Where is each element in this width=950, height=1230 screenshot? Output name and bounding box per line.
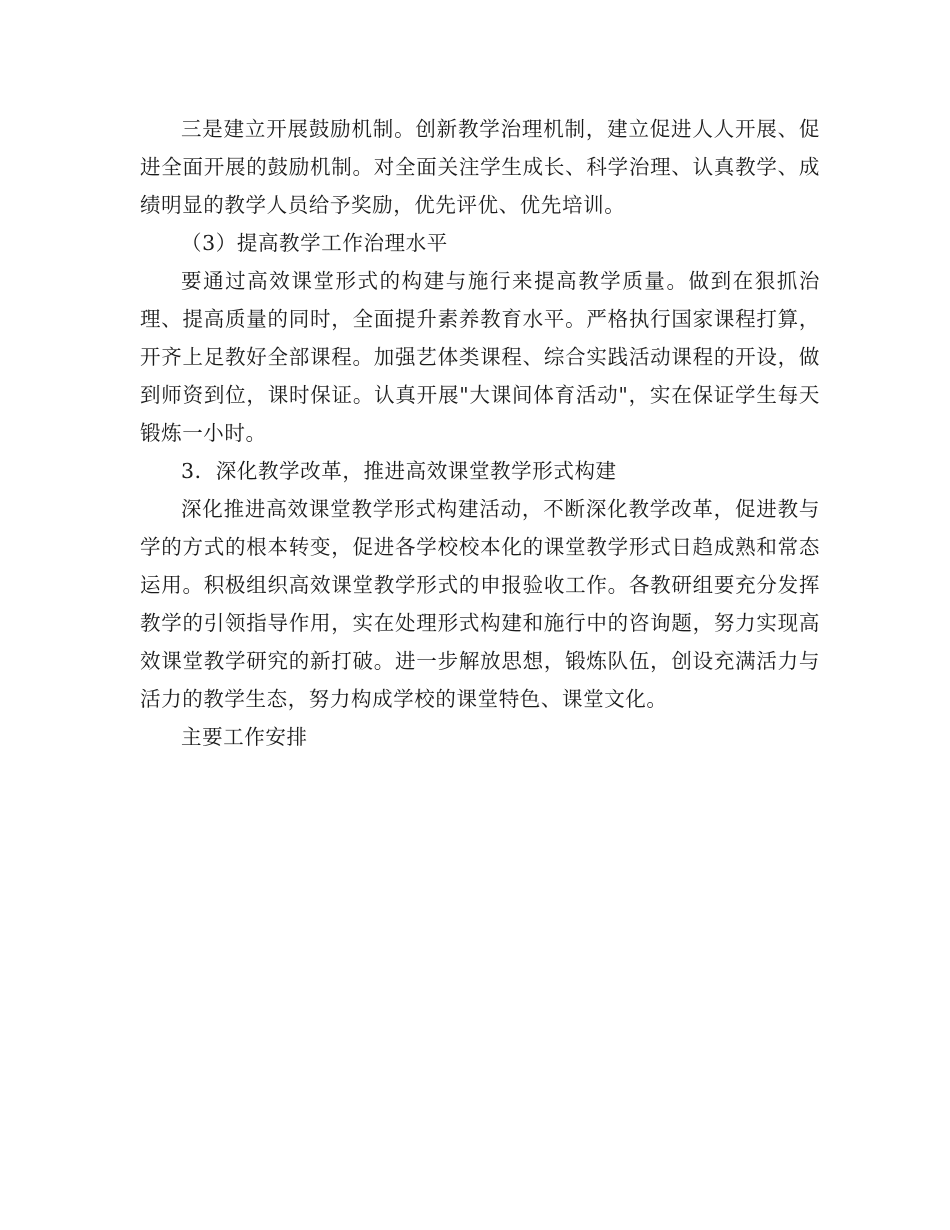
paragraph-teaching-quality: 要通过高效课堂形式的构建与施行来提高教学质量。做到在狠抓治理、提高质量的同时，全面提升素养教育水平。严格执行国家课程打算，开齐上足教好全部课程。加强艺体类课程、综合实践活动课程的开设，做到师资到位，课时保证。认真开展"大课间体育活动"，实在保证学生每天锻炼一小时。 bbox=[140, 269, 820, 445]
paragraph-efficient-classroom: 深化推进高效课堂教学形式构建活动，不断深化教学改革，促进教与学的方式的根本转变，促进各学校校本化的课堂教学形式日趋成熟和常态运用。积极组织高效课堂教学形式的申报验收工作。各教研组要充分发挥教学的引领指导作用，实在处理形式构建和施行中的咨询题，努力实现高效课堂教学研究的新打破。进一步解放思想，锻炼队伍，创设充满活力与活力的教学生态，努力构成学校的课堂特色、课堂文化。 bbox=[140, 497, 820, 711]
section-heading-main-work-arrangement: 主要工作安排 bbox=[181, 725, 308, 749]
document-body bbox=[140, 110, 820, 756]
section-heading-teaching-reform: 3．深化教学改革，推进高效课堂教学形式构建 bbox=[181, 459, 617, 483]
section-heading-management-level: （3）提高教学工作治理水平 bbox=[181, 231, 448, 255]
paragraph-incentive-mechanism: 三是建立开展鼓励机制。创新教学治理机制，建立促进人人开展、促进全面开展的鼓励机制。对全面关注学生成长、科学治理、认真教学、成绩明显的教学人员给予奖励，优先评优、优先培训。 bbox=[140, 117, 820, 217]
